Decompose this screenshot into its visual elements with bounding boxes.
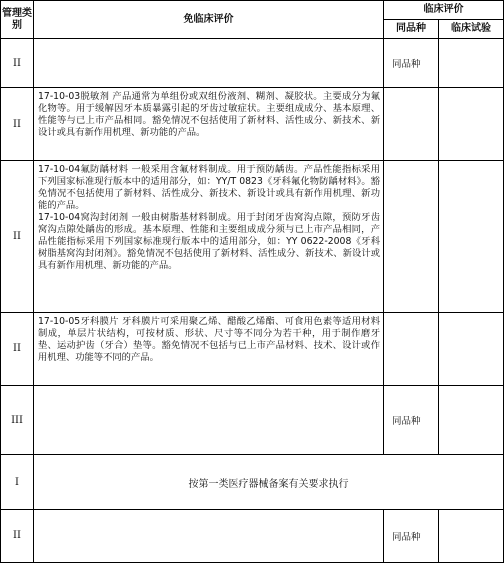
table-row	[1, 509, 504, 562]
description-cell	[34, 39, 384, 88]
clinical-trial-cell	[439, 88, 504, 160]
table-row	[1, 88, 504, 160]
clinical-trial-cell	[439, 312, 504, 385]
clinical-trial-cell	[439, 386, 504, 455]
description-cell	[34, 386, 384, 455]
same-variety-cell: 同品种	[384, 386, 439, 455]
description-paragraph: 17-10-04窝沟封闭剂 一般由树脂基材料制成。用于封闭牙齿窝沟点隙，预防牙齿窝沟点隙处龋齿的形成。基本原理、性能和主要组成成分须与已上市产品相同，产品性能指标采用下列国家标准现行版本中的适用部分，如：YY 0622-2008《牙科树脂基窝沟封闭剂》。豁免情况不包括使用了新材料、活性成分、新技术、新设计或具有新作用机理、新功能的产品。	[38, 211, 380, 271]
same-variety-cell	[384, 88, 439, 160]
table-row	[1, 455, 504, 509]
same-variety-cell: 同品种	[384, 39, 439, 88]
category-header: 管理类别	[1, 1, 34, 39]
category-cell: II	[1, 88, 34, 160]
table-row	[1, 39, 504, 88]
category-cell: II	[1, 160, 34, 312]
clinical-trial-header: 临床试验	[439, 20, 504, 39]
category-cell: II	[1, 509, 34, 562]
clinical-eval-header: 临床评价	[384, 1, 504, 20]
description-paragraph: 17-10-04氟防龋材料 一般采用含氟材料制成。用于预防龋齿。产品性能指标采用下列国家标准现行版本中的适用部分，如：YY/T 0823《牙科氟化物防龋材料》。豁免情况不包括使用了新材料、活性成分、新技术、新设计或具有新作用机理、新功能的产品。	[38, 163, 380, 211]
category-cell: III	[1, 386, 34, 455]
table-row	[1, 160, 504, 312]
description-cell	[34, 312, 384, 385]
same-variety-cell	[384, 312, 439, 385]
table-row	[1, 386, 504, 455]
description-cell	[34, 160, 384, 312]
description-paragraph: 17-10-05牙科膜片 牙科膜片可采用聚乙烯、醋酸乙烯酯、可食用色素等适用材料制成，单层片状结构，可按材质、形状、尺寸等不同分为若干种，用于制作磨牙垫、运动护齿（牙合）垫等。豁免情况不包括与已上市产品材料、技术、设计或作用机理、功能等不同的产品。	[38, 315, 380, 363]
description-cell	[34, 88, 384, 160]
description-paragraph: 17-10-03脱敏剂 产品通常为单组份或双组份液剂、糊剂、凝胶状。主要成分为氟化物等。用于缓解因牙本质暴露引起的牙齿过敏症状。主要组成成分、基本原理、性能等与已上市产品相同。豁免情况不包括使用了新材料、活性成分、新技术、新设计或具有新作用机理、新功能的产品。	[38, 91, 380, 139]
category-cell: II	[1, 39, 34, 88]
category-cell: II	[1, 312, 34, 385]
same-variety-cell	[384, 160, 439, 312]
same-variety-cell: 同品种	[384, 509, 439, 562]
same-variety-header: 同品种	[384, 20, 439, 39]
clinical-trial-cell	[439, 39, 504, 88]
merged-requirement-cell: 按第一类医疗器械备案有关要求执行	[34, 455, 504, 509]
table-row	[1, 312, 504, 385]
clinical-trial-cell	[439, 509, 504, 562]
clinical-trial-cell	[439, 160, 504, 312]
description-cell	[34, 509, 384, 562]
exempt-header: 免临床评价	[34, 1, 384, 39]
category-cell: I	[1, 455, 34, 509]
